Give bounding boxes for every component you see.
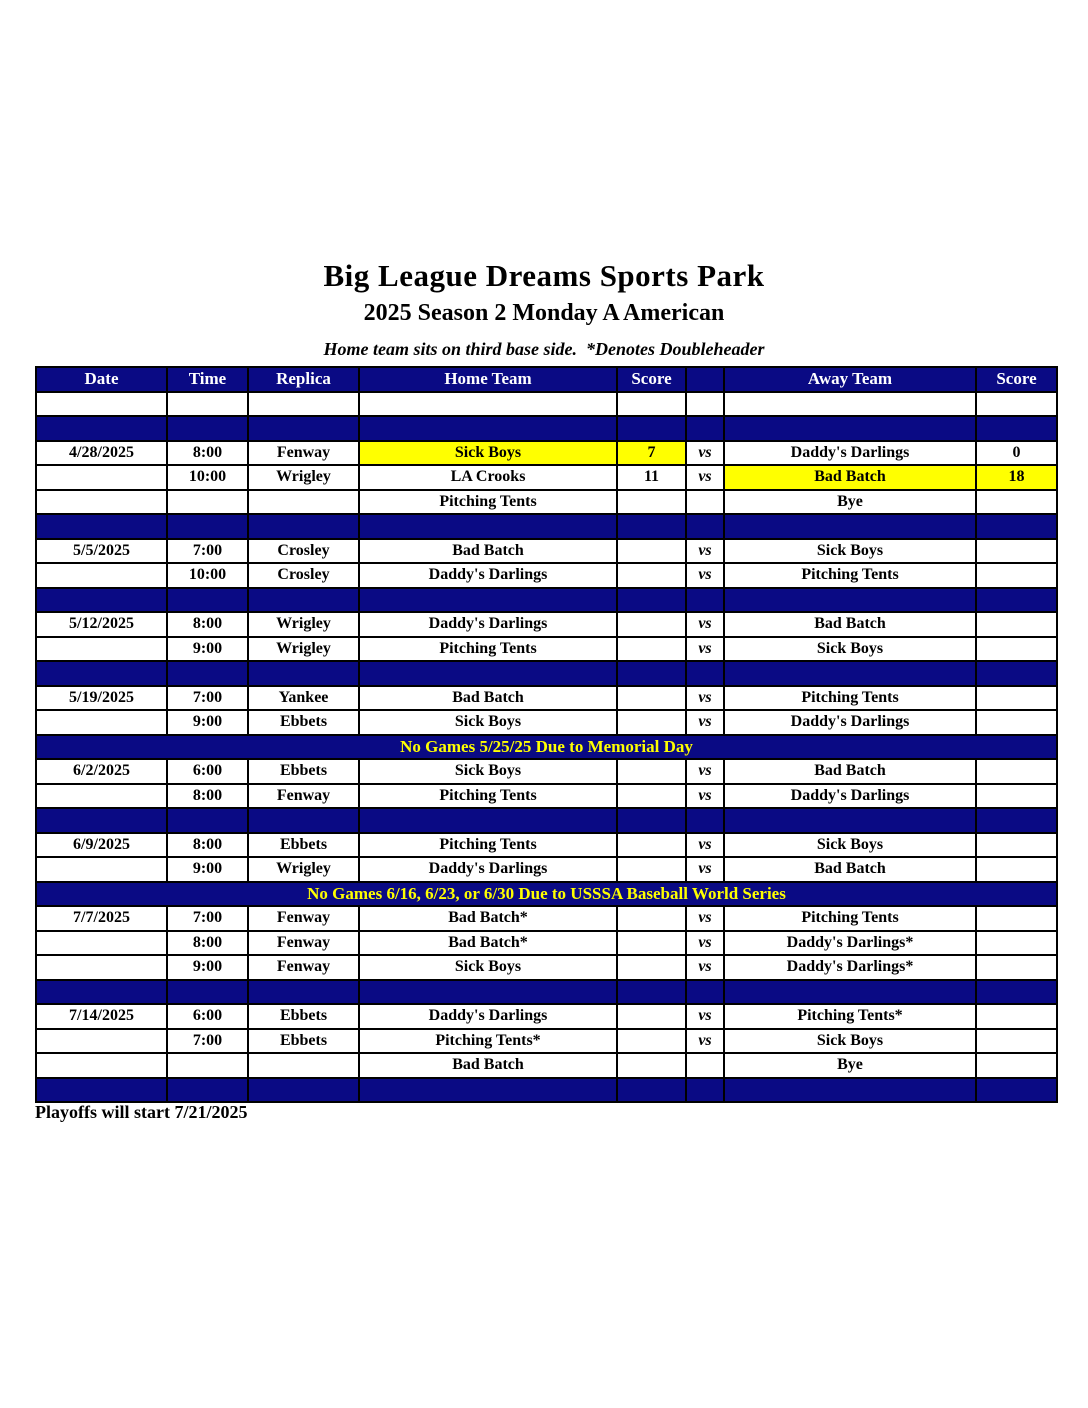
home-team-cell: Pitching Tents: [359, 833, 617, 858]
spacer-cell: [724, 1078, 976, 1103]
time-cell: 10:00: [167, 465, 248, 490]
home-score-cell: [617, 759, 686, 784]
spacer-cell: [36, 588, 167, 613]
spacer-cell: [248, 980, 359, 1005]
date-cell: [36, 465, 167, 490]
vs-cell: [686, 1053, 724, 1078]
banner-cell: No Games 5/25/25 Due to Memorial Day: [36, 735, 1057, 760]
column-header-time: Time: [167, 367, 248, 392]
home-team-cell: Pitching Tents: [359, 637, 617, 662]
schedule-table: [35, 366, 1058, 1103]
date-cell: [36, 857, 167, 882]
time-cell: 8:00: [167, 784, 248, 809]
vs-cell: vs: [686, 931, 724, 956]
spacer-cell: [36, 416, 167, 441]
vs-cell: vs: [686, 906, 724, 931]
vs-cell: [686, 392, 724, 417]
away-score-cell: [976, 1029, 1057, 1054]
home-score-cell: [617, 906, 686, 931]
game-row: [36, 1029, 1057, 1054]
column-header-away-team: Away Team: [724, 367, 976, 392]
spacer-row: [36, 980, 1057, 1005]
spacer-row: [36, 514, 1057, 539]
home-team-cell: Bad Batch*: [359, 931, 617, 956]
banner-row: [36, 882, 1057, 907]
empty-row: [36, 392, 1057, 417]
vs-cell: vs: [686, 539, 724, 564]
game-row: [36, 441, 1057, 466]
away-score-cell: [976, 637, 1057, 662]
spacer-cell: [36, 514, 167, 539]
spacer-cell: [686, 416, 724, 441]
spacer-cell: [617, 514, 686, 539]
column-header-away-score: Score: [976, 367, 1057, 392]
spacer-cell: [617, 980, 686, 1005]
page-title: Big League Dreams Sports Park: [323, 258, 765, 293]
home-team-cell: [359, 392, 617, 417]
replica-cell: Ebbets: [248, 1029, 359, 1054]
away-score-cell: [976, 857, 1057, 882]
home-team-cell: Daddy's Darlings: [359, 612, 617, 637]
replica-cell: Yankee: [248, 686, 359, 711]
replica-cell: [248, 1053, 359, 1078]
home-score-cell: 7: [617, 441, 686, 466]
spacer-cell: [617, 588, 686, 613]
spacer-cell: [686, 661, 724, 686]
spacer-cell: [248, 808, 359, 833]
home-score-cell: [617, 392, 686, 417]
time-cell: 8:00: [167, 931, 248, 956]
spacer-cell: [359, 588, 617, 613]
time-cell: 6:00: [167, 759, 248, 784]
spacer-cell: [686, 1078, 724, 1103]
away-team-cell: Sick Boys: [724, 637, 976, 662]
column-header-date: Date: [36, 367, 167, 392]
column-header-home-team: Home Team: [359, 367, 617, 392]
home-score-cell: [617, 1029, 686, 1054]
away-score-cell: [976, 392, 1057, 417]
spacer-cell: [724, 808, 976, 833]
away-team-cell: Pitching Tents: [724, 906, 976, 931]
spacer-cell: [724, 514, 976, 539]
vs-cell: vs: [686, 441, 724, 466]
table-header-row: [36, 367, 1057, 392]
date-cell: 6/2/2025: [36, 759, 167, 784]
home-score-cell: [617, 710, 686, 735]
away-team-cell: Daddy's Darlings: [724, 441, 976, 466]
spacer-cell: [976, 661, 1057, 686]
vs-cell: vs: [686, 833, 724, 858]
home-team-cell: LA Crooks: [359, 465, 617, 490]
replica-cell: Wrigley: [248, 612, 359, 637]
spacer-cell: [686, 514, 724, 539]
spacer-cell: [167, 1078, 248, 1103]
replica-cell: Fenway: [248, 931, 359, 956]
date-cell: [36, 563, 167, 588]
home-team-cell: Sick Boys: [359, 759, 617, 784]
home-score-cell: [617, 686, 686, 711]
spacer-cell: [617, 416, 686, 441]
away-team-cell: Bad Batch: [724, 759, 976, 784]
vs-cell: vs: [686, 563, 724, 588]
spacer-cell: [617, 1078, 686, 1103]
spacer-cell: [248, 661, 359, 686]
home-team-cell: Daddy's Darlings: [359, 563, 617, 588]
spacer-cell: [36, 980, 167, 1005]
spacer-cell: [36, 1078, 167, 1103]
replica-cell: Wrigley: [248, 857, 359, 882]
column-header-replica: Replica: [248, 367, 359, 392]
date-cell: [36, 931, 167, 956]
spacer-cell: [167, 588, 248, 613]
column-header-vs: [686, 367, 724, 392]
spacer-cell: [976, 416, 1057, 441]
spacer-cell: [167, 980, 248, 1005]
spacer-cell: [167, 514, 248, 539]
vs-cell: vs: [686, 637, 724, 662]
time-cell: 9:00: [167, 857, 248, 882]
away-team-cell: Pitching Tents: [724, 563, 976, 588]
replica-cell: Ebbets: [248, 833, 359, 858]
time-cell: [167, 1053, 248, 1078]
spacer-row: [36, 808, 1057, 833]
away-score-cell: [976, 1053, 1057, 1078]
time-cell: 7:00: [167, 686, 248, 711]
date-cell: 7/14/2025: [36, 1004, 167, 1029]
date-cell: [36, 392, 167, 417]
home-score-cell: [617, 833, 686, 858]
away-score-cell: [976, 906, 1057, 931]
away-score-cell: [976, 833, 1057, 858]
spacer-cell: [36, 661, 167, 686]
time-cell: [167, 490, 248, 515]
home-team-cell: Bad Batch*: [359, 906, 617, 931]
vs-cell: vs: [686, 1029, 724, 1054]
home-team-cell: Sick Boys: [359, 441, 617, 466]
replica-cell: Ebbets: [248, 710, 359, 735]
spacer-cell: [976, 514, 1057, 539]
home-score-cell: [617, 1053, 686, 1078]
time-cell: 7:00: [167, 539, 248, 564]
game-row: [36, 710, 1057, 735]
spacer-cell: [686, 588, 724, 613]
spacer-cell: [36, 808, 167, 833]
spacer-cell: [976, 808, 1057, 833]
away-team-cell: Sick Boys: [724, 833, 976, 858]
replica-cell: Fenway: [248, 955, 359, 980]
spacer-cell: [248, 1078, 359, 1103]
date-cell: 5/5/2025: [36, 539, 167, 564]
home-team-cell: Pitching Tents: [359, 784, 617, 809]
away-score-cell: [976, 612, 1057, 637]
away-team-cell: Daddy's Darlings*: [724, 931, 976, 956]
away-team-cell: Bye: [724, 490, 976, 515]
game-row: [36, 465, 1057, 490]
spacer-row: [36, 1078, 1057, 1103]
replica-cell: Wrigley: [248, 637, 359, 662]
away-score-cell: [976, 931, 1057, 956]
game-row: [36, 833, 1057, 858]
spacer-cell: [976, 980, 1057, 1005]
away-team-cell: Sick Boys: [724, 539, 976, 564]
schedule-table-body: [36, 392, 1057, 1103]
vs-cell: vs: [686, 1004, 724, 1029]
home-score-cell: [617, 955, 686, 980]
vs-cell: vs: [686, 784, 724, 809]
home-team-cell: Bad Batch: [359, 686, 617, 711]
away-score-cell: [976, 759, 1057, 784]
game-row: [36, 1004, 1057, 1029]
game-row: [36, 955, 1057, 980]
date-cell: 5/12/2025: [36, 612, 167, 637]
time-cell: 8:00: [167, 441, 248, 466]
game-row: [36, 539, 1057, 564]
spacer-cell: [724, 588, 976, 613]
time-cell: 9:00: [167, 637, 248, 662]
spacer-row: [36, 416, 1057, 441]
home-team-cell: Sick Boys: [359, 710, 617, 735]
time-cell: [167, 392, 248, 417]
replica-cell: Ebbets: [248, 1004, 359, 1029]
game-row: [36, 563, 1057, 588]
spacer-cell: [248, 416, 359, 441]
away-score-cell: 0: [976, 441, 1057, 466]
replica-cell: Fenway: [248, 784, 359, 809]
home-team-cell: Bad Batch: [359, 539, 617, 564]
away-team-cell: Pitching Tents*: [724, 1004, 976, 1029]
home-score-cell: [617, 563, 686, 588]
date-cell: 5/19/2025: [36, 686, 167, 711]
time-cell: 10:00: [167, 563, 248, 588]
home-team-cell: Bad Batch: [359, 1053, 617, 1078]
away-score-cell: [976, 784, 1057, 809]
home-score-cell: [617, 857, 686, 882]
spacer-cell: [617, 808, 686, 833]
spacer-cell: [976, 1078, 1057, 1103]
time-cell: 7:00: [167, 906, 248, 931]
spacer-cell: [167, 416, 248, 441]
away-score-cell: [976, 563, 1057, 588]
date-cell: 6/9/2025: [36, 833, 167, 858]
away-score-cell: [976, 955, 1057, 980]
date-cell: [36, 955, 167, 980]
spacer-cell: [686, 980, 724, 1005]
home-score-cell: [617, 637, 686, 662]
home-score-cell: [617, 539, 686, 564]
spacer-cell: [976, 588, 1057, 613]
time-cell: 9:00: [167, 710, 248, 735]
page-subtitle: 2025 Season 2 Monday A American: [363, 300, 725, 326]
spacer-cell: [248, 588, 359, 613]
away-score-cell: [976, 1004, 1057, 1029]
game-row: [36, 1053, 1057, 1078]
date-cell: [36, 710, 167, 735]
date-cell: [36, 1053, 167, 1078]
game-row: [36, 686, 1057, 711]
home-score-cell: [617, 784, 686, 809]
replica-cell: Wrigley: [248, 465, 359, 490]
banner-row: [36, 735, 1057, 760]
home-score-cell: 11: [617, 465, 686, 490]
replica-cell: Crosley: [248, 563, 359, 588]
spacer-cell: [617, 661, 686, 686]
spacer-cell: [167, 808, 248, 833]
away-score-cell: 18: [976, 465, 1057, 490]
away-team-cell: Pitching Tents: [724, 686, 976, 711]
spacer-cell: [359, 661, 617, 686]
time-cell: 8:00: [167, 612, 248, 637]
away-team-cell: Bad Batch: [724, 857, 976, 882]
replica-cell: [248, 392, 359, 417]
replica-cell: Ebbets: [248, 759, 359, 784]
away-team-cell: Daddy's Darlings*: [724, 955, 976, 980]
vs-cell: vs: [686, 955, 724, 980]
game-row: [36, 637, 1057, 662]
home-team-cell: Pitching Tents*: [359, 1029, 617, 1054]
game-row: [36, 612, 1057, 637]
playoffs-note: Playoffs will start 7/21/2025: [35, 1102, 248, 1122]
vs-cell: vs: [686, 465, 724, 490]
game-row: [36, 784, 1057, 809]
date-cell: [36, 784, 167, 809]
spacer-cell: [248, 514, 359, 539]
home-team-cell: Daddy's Darlings: [359, 857, 617, 882]
date-cell: [36, 637, 167, 662]
replica-cell: Fenway: [248, 906, 359, 931]
spacer-cell: [724, 980, 976, 1005]
away-team-cell: Bye: [724, 1053, 976, 1078]
game-row: [36, 857, 1057, 882]
game-row: [36, 759, 1057, 784]
game-row: [36, 906, 1057, 931]
away-score-cell: [976, 490, 1057, 515]
spacer-cell: [724, 416, 976, 441]
home-team-note: Home team sits on third base side. *Denotes Doubleheader: [323, 339, 765, 359]
vs-cell: vs: [686, 857, 724, 882]
away-team-cell: Sick Boys: [724, 1029, 976, 1054]
vs-cell: vs: [686, 686, 724, 711]
spacer-row: [36, 588, 1057, 613]
spacer-cell: [359, 416, 617, 441]
home-team-cell: Sick Boys: [359, 955, 617, 980]
replica-cell: [248, 490, 359, 515]
game-row: [36, 490, 1057, 515]
banner-cell: No Games 6/16, 6/23, or 6/30 Due to USSSA Baseball World Series: [36, 882, 1057, 907]
spacer-cell: [724, 661, 976, 686]
away-team-cell: Daddy's Darlings: [724, 784, 976, 809]
spacer-cell: [167, 661, 248, 686]
away-team-cell: Daddy's Darlings: [724, 710, 976, 735]
spacer-cell: [359, 808, 617, 833]
spacer-row: [36, 661, 1057, 686]
away-team-cell: [724, 392, 976, 417]
vs-cell: vs: [686, 710, 724, 735]
vs-cell: vs: [686, 759, 724, 784]
spacer-cell: [359, 1078, 617, 1103]
replica-cell: Crosley: [248, 539, 359, 564]
vs-cell: [686, 490, 724, 515]
spacer-cell: [359, 980, 617, 1005]
date-cell: 7/7/2025: [36, 906, 167, 931]
home-score-cell: [617, 612, 686, 637]
time-cell: 6:00: [167, 1004, 248, 1029]
spacer-cell: [686, 808, 724, 833]
home-team-cell: Pitching Tents: [359, 490, 617, 515]
home-score-cell: [617, 1004, 686, 1029]
column-header-home-score: Score: [617, 367, 686, 392]
date-cell: [36, 490, 167, 515]
game-row: [36, 931, 1057, 956]
date-cell: [36, 1029, 167, 1054]
home-score-cell: [617, 931, 686, 956]
time-cell: 7:00: [167, 1029, 248, 1054]
time-cell: 8:00: [167, 833, 248, 858]
away-score-cell: [976, 710, 1057, 735]
replica-cell: Fenway: [248, 441, 359, 466]
away-team-cell: Bad Batch: [724, 612, 976, 637]
date-cell: 4/28/2025: [36, 441, 167, 466]
time-cell: 9:00: [167, 955, 248, 980]
home-score-cell: [617, 490, 686, 515]
home-team-cell: Daddy's Darlings: [359, 1004, 617, 1029]
vs-cell: vs: [686, 612, 724, 637]
spacer-cell: [359, 514, 617, 539]
away-score-cell: [976, 686, 1057, 711]
away-team-cell: Bad Batch: [724, 465, 976, 490]
away-score-cell: [976, 539, 1057, 564]
